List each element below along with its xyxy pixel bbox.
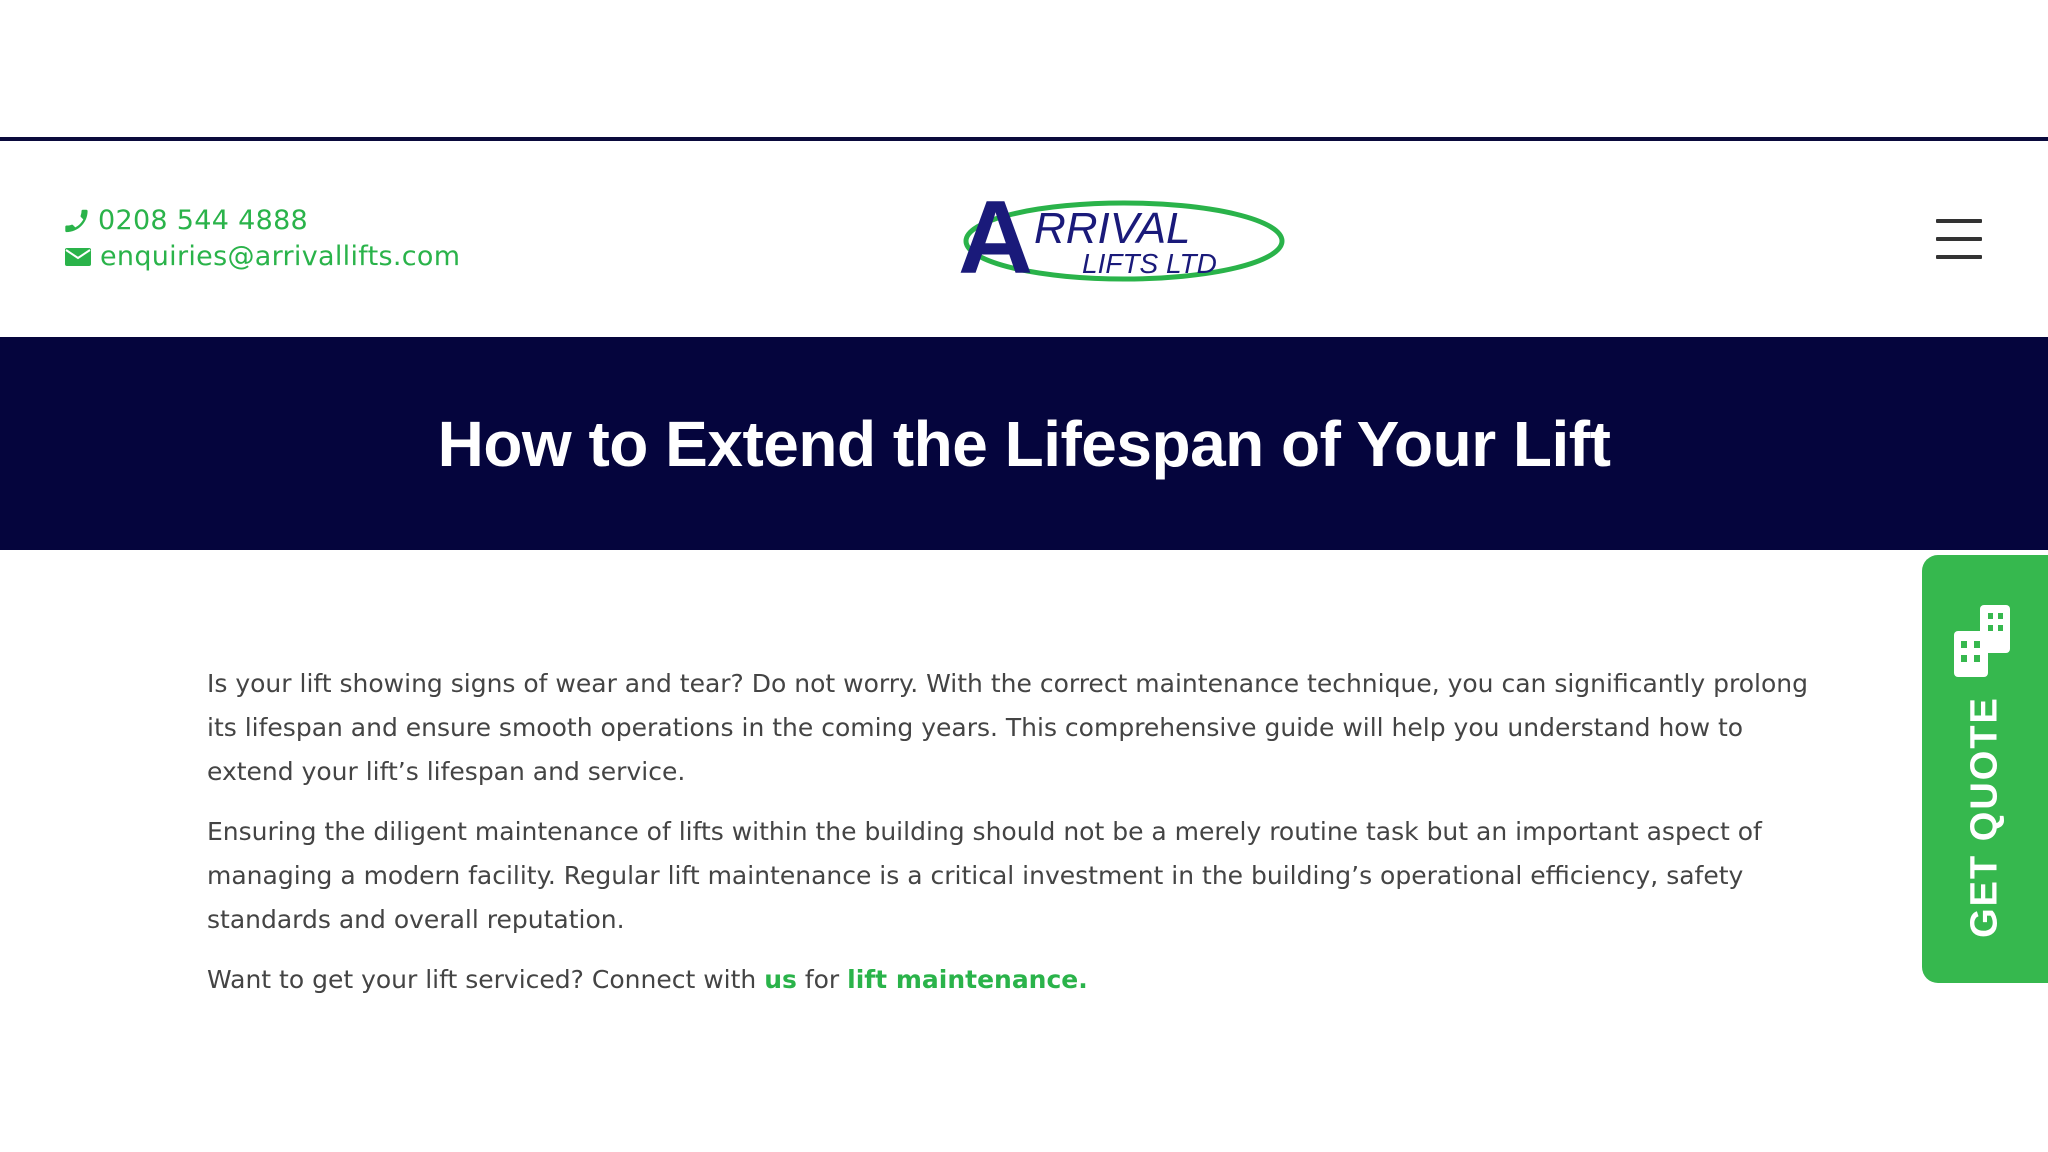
hamburger-menu-icon[interactable] — [1932, 217, 1984, 261]
page-title: How to Extend the Lifespan of Your Lift — [437, 407, 1611, 480]
site-logo[interactable] — [956, 181, 1286, 291]
svg-text:A: A — [958, 181, 1034, 291]
menu-bar — [1936, 237, 1982, 241]
contact-us-link[interactable]: us — [764, 965, 797, 994]
cta-text: for — [796, 965, 848, 994]
phone-link[interactable]: 0208 544 4888 — [98, 205, 309, 236]
hero-banner — [0, 337, 2048, 550]
email-link[interactable]: enquiries@arrivallifts.com — [100, 241, 461, 272]
envelope-icon — [64, 246, 92, 268]
svg-text:RRIVAL: RRIVAL — [1034, 204, 1191, 253]
get-quote-label: GET QUOTE — [1963, 696, 2006, 938]
cta-text: Want to get your lift serviced? Connect with — [207, 965, 765, 994]
get-quote-button[interactable] — [1922, 555, 2048, 983]
lift-maintenance-link[interactable]: lift maintenance. — [847, 965, 1088, 994]
article-body — [207, 662, 1832, 1018]
site-header — [0, 141, 2048, 337]
article-paragraph: Is your lift showing signs of wear and tear? Do not worry. With the correct maintenance technique, you can significantly prolong its lifespan and ensure smooth operations in the coming years. This comprehensive guide will help you understand how to extend your lift’s lifespan and service. — [207, 669, 1808, 786]
menu-bar — [1936, 219, 1982, 223]
phone-icon — [64, 208, 90, 234]
menu-bar — [1936, 255, 1982, 259]
arrival-lifts-logo — [956, 181, 1286, 291]
phone-row[interactable] — [64, 203, 460, 239]
contact-info — [64, 203, 460, 275]
email-row[interactable] — [64, 239, 460, 275]
quote-buildings-icon — [1952, 603, 2016, 679]
svg-text:LIFTS LTD: LIFTS LTD — [1082, 248, 1217, 279]
cta-paragraph — [207, 958, 1832, 1002]
article-paragraph: Ensuring the diligent maintenance of lifts within the building should not be a merely routine task but an important aspect of managing a modern facility. Regular lift maintenance is a critical investment in the building’s operational efficiency, safety standards and overall reputation. — [207, 817, 1762, 934]
